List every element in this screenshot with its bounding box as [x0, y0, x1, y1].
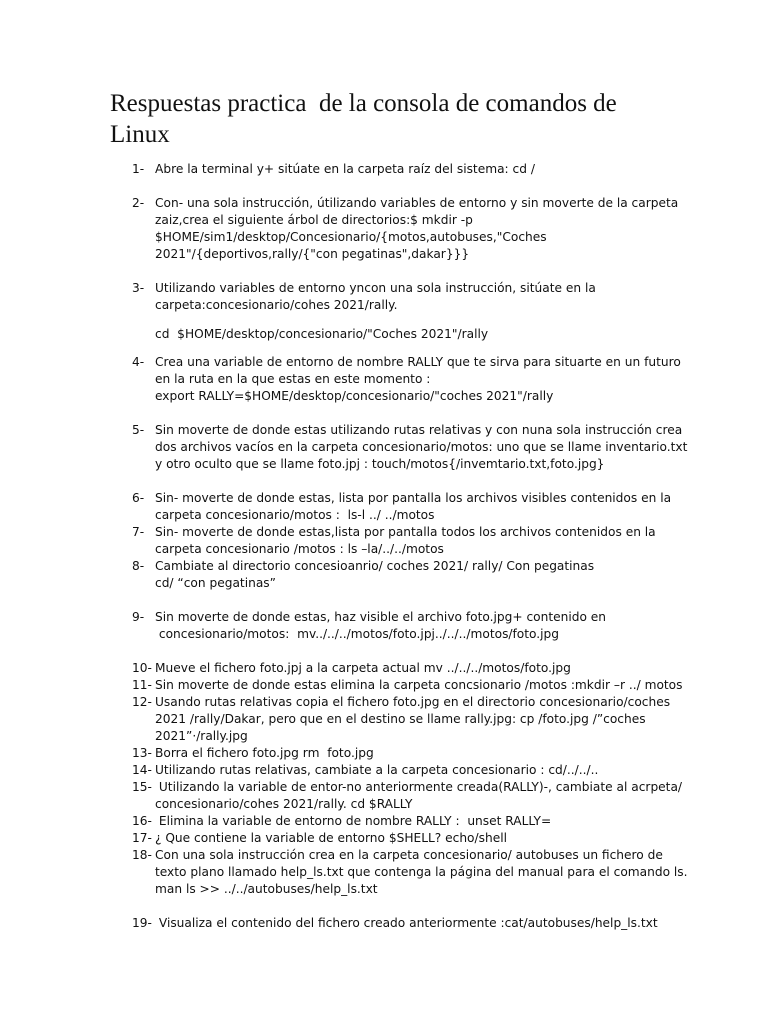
- item-number: 9-: [132, 610, 145, 624]
- answer-4: [132, 354, 681, 405]
- item-text: [132, 609, 667, 643]
- item-number: 17-: [132, 831, 152, 845]
- item-line: man ls >> ../../autobuses/help_ls.txt: [155, 882, 378, 896]
- item-line: en la ruta en la que estas en este momento :: [155, 372, 431, 386]
- answer-3: [132, 280, 667, 314]
- answer-5: [132, 422, 688, 473]
- item-number: 13-: [132, 746, 152, 760]
- item-number: 11-: [132, 678, 152, 692]
- item-text: [132, 677, 683, 694]
- item-line: Visualiza el contenido del fichero creado anteriormente :cat/autobuses/help_ls.txt: [155, 916, 658, 930]
- item-text: [132, 161, 667, 178]
- item-line: zaiz,crea el siguiente árbol de directorios:$ mkdir -p: [155, 213, 473, 227]
- item-line: Mueve el fichero foto.jpj a la carpeta actual mv ../../../motos/foto.jpg: [155, 661, 571, 675]
- item-line: Con una sola instrucción crea en la carpeta concesionario/ autobuses un fichero de: [155, 848, 663, 862]
- item-line: Sin moverte de donde estas elimina la carpeta concsionario /motos :mkdir –r ../ motos: [155, 678, 683, 692]
- item-number: 16-: [132, 814, 152, 828]
- answer-11: [132, 677, 683, 694]
- answer-16: [132, 813, 667, 830]
- item-text: [132, 558, 667, 592]
- item-line: 2021”·/rally.jpg: [155, 729, 248, 743]
- item-text: [132, 490, 672, 524]
- item-number: 19-: [132, 916, 152, 930]
- answer-14: [132, 762, 667, 779]
- answer-19: [132, 915, 667, 932]
- item-text: [132, 195, 679, 263]
- answer-13: [132, 745, 667, 762]
- item-line: texto plano llamado help_ls.txt que contenga la página del manual para el comando ls.: [155, 865, 688, 879]
- item-number: 8-: [132, 559, 145, 573]
- item-number: 3-: [132, 281, 145, 295]
- item-line: Sin- moverte de donde estas, lista por pantalla los archivos visibles contenidos en la: [155, 491, 672, 505]
- item-text: [132, 779, 683, 813]
- item-line: Sin moverte de donde estas, haz visible el archivo foto.jpg+ contenido en: [155, 610, 607, 624]
- answer-15: [132, 779, 683, 813]
- item-line: Cambiate al directorio concesioanrio/ coches 2021/ rally/ Con pegatinas: [155, 559, 595, 573]
- item-line: carpeta concesionario/motos : ls-l ../ ../motos: [155, 508, 435, 522]
- item-line: Utilizando variables de entorno yncon una sola instrucción, sitúate en la: [155, 281, 596, 295]
- item-line: cd $HOME/desktop/concesionario/"Coches 2021"/rally: [155, 327, 489, 341]
- item-line: concesionario/motos: mv../../../motos/foto.jpj../../../motos/foto.jpg: [155, 627, 560, 641]
- item-number: 7-: [132, 525, 145, 539]
- item-line: Utilizando la variable de entor-no anteriormente creada(RALLY)-, cambiate al acrpeta/: [155, 780, 683, 794]
- item-line: Abre la terminal y+ sitúate en la carpeta raíz del sistema: cd /: [155, 162, 535, 176]
- item-text: [132, 524, 667, 558]
- answer-17: [132, 830, 667, 847]
- item-line: Utilizando rutas relativas, cambiate a la carpeta concesionario : cd/../../..: [155, 763, 599, 777]
- item-text: [132, 354, 681, 405]
- item-line: $HOME/sim1/desktop/Concesionario/{motos,autobuses,"Coches: [155, 230, 547, 244]
- item-line: Sin moverte de donde estas utilizando rutas relativas y con nuna sola instrucción crea: [155, 423, 683, 437]
- item-line: export RALLY=$HOME/desktop/concesionario/"coches 2021"/rally: [155, 389, 554, 403]
- item-line: Borra el fichero foto.jpg rm foto.jpg: [155, 746, 374, 760]
- item-number: 4-: [132, 355, 145, 369]
- item-number: 5-: [132, 423, 145, 437]
- answer-10: [132, 660, 667, 677]
- item-line: ¿ Que contiene la variable de entorno $SHELL? echo/shell: [155, 831, 507, 845]
- item-line: concesionario/cohes 2021/rally. cd $RALLY: [155, 797, 413, 811]
- item-text: [132, 813, 667, 830]
- answer-18: [132, 847, 688, 898]
- item-text: [132, 915, 667, 932]
- item-line: Con- una sola instrucción, útilizando variables de entorno y sin moverte de la carpeta: [155, 196, 679, 210]
- item-number: 6-: [132, 491, 145, 505]
- title-line-2: Linux: [110, 121, 170, 148]
- item-text: [132, 830, 667, 847]
- item-number: 14-: [132, 763, 152, 777]
- item-text: [132, 694, 671, 745]
- item-number: 10-: [132, 661, 152, 675]
- item-text: [132, 422, 688, 473]
- item-line: 2021 /rally/Dakar, pero que en el destino se llame rally.jpg: cp /foto.jpg /”coches: [155, 712, 646, 726]
- item-line: carpeta:concesionario/cohes 2021/rally.: [155, 298, 398, 312]
- item-line: cd/ “con pegatinas”: [155, 576, 276, 590]
- item-text: [132, 847, 688, 898]
- item-number: 12-: [132, 695, 152, 709]
- answer-2: [132, 195, 679, 263]
- answer-3-command: [132, 326, 667, 343]
- document-title: [110, 88, 710, 150]
- item-text: [132, 745, 667, 762]
- item-line: Crea una variable de entorno de nombre RALLY que te sirva para situarte en un futuro: [155, 355, 681, 369]
- answer-12: [132, 694, 671, 745]
- item-line: Elimina la variable de entorno de nombre RALLY : unset RALLY=: [155, 814, 552, 828]
- item-text: [132, 280, 667, 314]
- item-line: dos archivos vacíos en la carpeta concesionario/motos: uno que se llame inventario.txt: [155, 440, 688, 454]
- answer-6: [132, 490, 672, 524]
- answer-8: [132, 558, 667, 592]
- item-number: 15-: [132, 780, 152, 794]
- item-line: Sin- moverte de donde estas,lista por pantalla todos los archivos contenidos en la: [155, 525, 656, 539]
- item-text: [132, 762, 667, 779]
- item-number: 2-: [132, 196, 145, 210]
- item-line: 2021"/{deportivos,rally/{"con pegatinas",dakar}}}: [155, 247, 470, 261]
- answer-7: [132, 524, 667, 558]
- answer-9: [132, 609, 667, 643]
- answer-1: [132, 161, 667, 178]
- item-text: [132, 326, 667, 343]
- item-number: 18-: [132, 848, 152, 862]
- title-line-1: Respuestas practica de la consola de comandos de: [110, 90, 617, 117]
- item-line: Usando rutas relativas copia el fichero foto.jpg en el directorio concesionario/coches: [155, 695, 671, 709]
- item-text: [132, 660, 667, 677]
- item-line: carpeta concesionario /motos : ls –la/../../motos: [155, 542, 444, 556]
- item-line: y otro oculto que se llame foto.jpj : touch/motos{/invemtario.txt,foto.jpg}: [155, 457, 605, 471]
- item-number: 1-: [132, 162, 145, 176]
